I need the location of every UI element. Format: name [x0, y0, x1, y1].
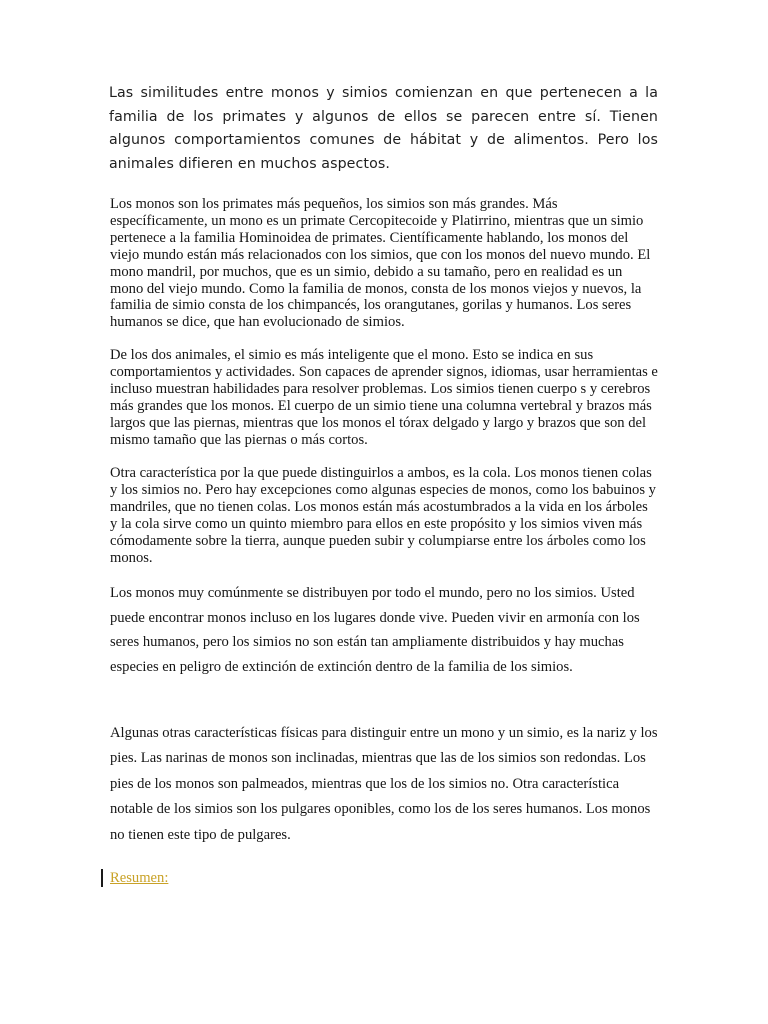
- paragraph-intelligence-body: De los dos animales, el simio es más inteligente que el mono. Esto se indica en sus comportamientos y actividades. Son capaces de aprender signos, idiomas, usar herramientas e incluso muestran habilidades para resolver problemas. Los simios tienen cuerpo s y cerebros más grandes que los monos. El cuerpo de un simio tiene una columna vertebral y brazos más largos que las piernas, mientras que los monos el tórax delgado y largo y brazos que son del mismo tamaño que las piernas o más cortos.: [110, 347, 658, 448]
- paragraph-physical-traits: Algunas otras características físicas para distinguir entre un mono y un simio, es la nariz y los pies. Las narinas de monos son inclinadas, mientras que las de los simios son redondas. Los pies de los monos son palmeados, mientras que los de los simios no. Otra característica notable de los simios son los pulgares oponibles, como los de los seres humanos. Los monos no tienen este tipo de pulgares.: [110, 725, 658, 843]
- paragraph-distribution: Los monos muy comúnmente se distribuyen por todo el mundo, pero no los simios. Usted puede encontrar monos incluso en los lugares donde vive. Pueden vivir en armonía con los seres humanos, pero los simios no son están tan ampliamente distribuidos y hay muchas especies en peligro de extinción de extinción dentro de la familia de los simios.: [110, 585, 640, 675]
- paragraph-size-classification: Los monos son los primates más pequeños, los simios son más grandes. Más específicamente, un mono es un primate Cercopitecoide y Platirrino, mientras que un simio pertenece a la familia Hominoidea de primates. Científicamente hablando, los monos del viejo mundo están más relacionados con los simios, que con los monos del nuevo mundo. El mono mandril, por muchos, que es un simio, debido a su tamaño, pero en realidad es un mono del viejo mundo. Como la familia de monos, consta de los monos viejos y nuevos, la familia de simio consta de los chimpancés, los orangutanes, gorilas y humanos. Los seres humanos se dice, que han evolucionado de simios.: [110, 196, 651, 331]
- summary-link[interactable]: Resumen:: [110, 870, 169, 886]
- text-cursor: [101, 869, 103, 887]
- paragraph-tail: Otra característica por la que puede distinguirlos a ambos, es la cola. Los monos tienen colas y los simios no. Pero hay excepciones como algunas especies de monos, como los babuinos y mandriles, que no tienen colas. Los monos están más acostumbrados a la vida en los árboles y la cola sirve como un quinto miembro para ellos en este propósito y los simios viven más cómodamente sobre la tierra, aunque pueden subir y columpiarse entre los árboles como los monos.: [110, 465, 656, 566]
- intro-paragraph: Las similitudes entre monos y simios comienzan en que pertenecen a la familia de los primates y algunos de ellos se parecen entre sí. Tienen algunos comportamientos comunes de hábitat y de alimentos. Pero los animales difieren en muchos aspectos.: [109, 85, 658, 172]
